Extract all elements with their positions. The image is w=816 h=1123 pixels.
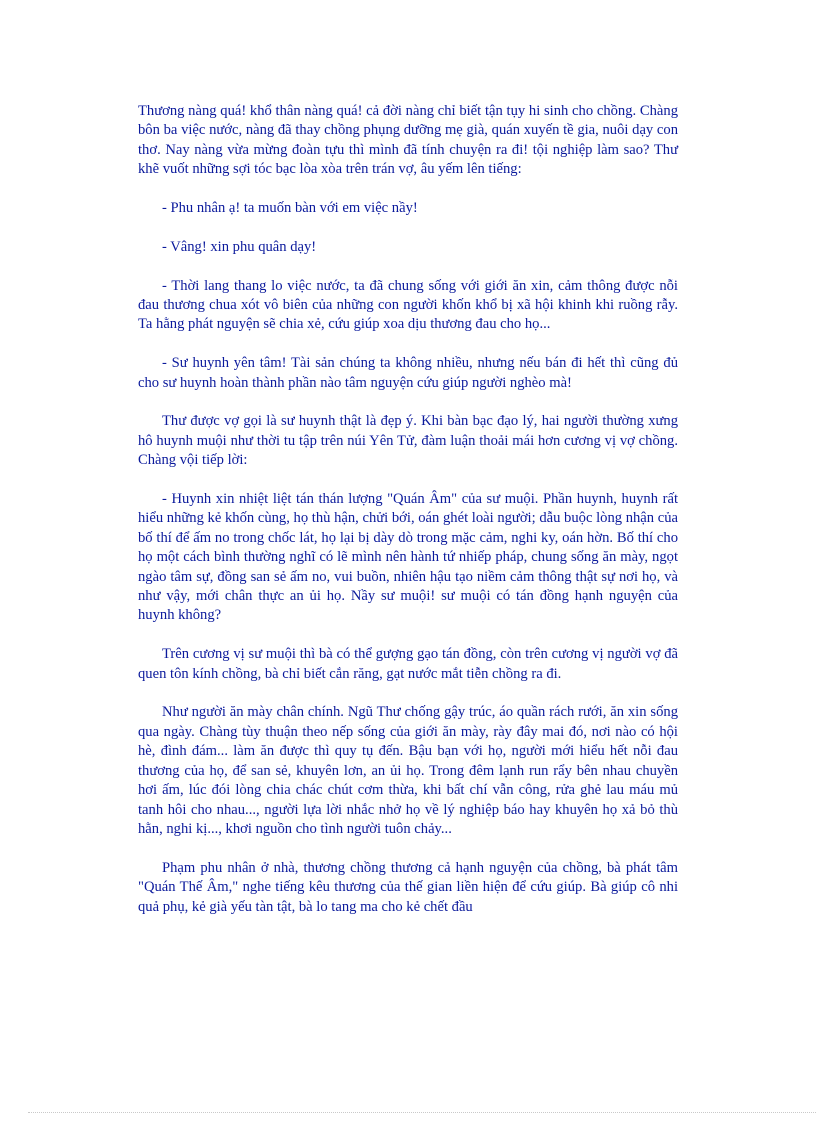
paragraph-3: Trên cương vị sư muội thì bà có thể gượng gạo tán đồng, còn trên cương vị người vợ đã quen tôn kính chồng, bà chỉ biết cắn răng, gạt nước mắt tiễn chồng ra đi. [138,646,678,682]
paragraph-2: Thư được vợ gọi là sư huynh thật là đẹp ý. Khi bàn bạc đạo lý, hai người thường xưng hô huynh muội như thời tu tập trên núi Yên Tử, đàm luận thoải mái hơn cương vị vợ chồng. Chàng vội tiếp lời: [138,413,678,469]
dialogue-line-1: - Phu nhân ạ! ta muốn bàn với em việc nầy! [162,200,418,217]
dialogue-line-4: - Sư huynh yên tâm! Tài sản chúng ta không nhiều, nhưng nếu bán đi hết thì cũng đủ cho sư huynh hoàn thành phần nào tâm nguyện cứu giúp người nghèo mà! [138,355,678,391]
paragraph-1: Thương nàng quá! khổ thân nàng quá! cả đời nàng chỉ biết tận tụy hi sinh cho chồng. Chàng bôn ba việc nước, nàng đã thay chồng phụng dưỡng mẹ già, quán xuyến tề gia, nuôi dạy con thơ. Nay nàng vừa mừng đoàn tựu thì mình đã tính chuyện ra đi! tội nghiệp làm sao? Thư khẽ vuốt những sợi tóc bạc lòa xòa trên trán vợ, âu yếm lên tiếng: [138,103,678,178]
paragraph-5: Phạm phu nhân ở nhà, thương chồng thương cả hạnh nguyện của chồng, bà phát tâm "Quán Thế Âm," nghe tiếng kêu thương của thế gian liền hiện để cứu giúp. Bà giúp cô nhi quả phụ, kẻ già yếu tàn tật, bà lo tang ma cho kẻ chết đầu [138,859,678,915]
paragraph-4: Như người ăn mày chân chính. Ngũ Thư chống gậy trúc, áo quần rách rưới, ăn xin sống qua ngày. Chàng tùy thuận theo nếp sống của giới ăn mày, rày đây mai đó, nơi nào có hội hè, đình đám... làm ăn được thì quy tụ đến. Bậu bạn với họ, người mới hiểu hết nỗi đau thương của họ, để san sẻ, khuyên lơn, an ủi họ. Trong đêm lạnh run rẩy bên nhau chuyền hơi ấm, lúc đói lòng chia chác chút cơm thừa, khi bất chí vẫn công, rửa ghẻ lau máu mủ tanh hôi cho nhau..., người lựa lời nhắc nhở họ về lý nghiệp báo hay khuyên họ xả bỏ thù hằn, nghi kị..., khơi nguồn cho tình người tuôn chảy... [138,704,678,837]
dialogue-line-3: - Thời lang thang lo việc nước, ta đã chung sống với giới ăn xin, cảm thông được nỗi đau thương chua xót vô biên của những con người khốn khổ bị xã hội khinh khi ruồng rẫy. Ta hằng phát nguyện sẽ chia xẻ, cứu giúp xoa dịu thương đau cho họ... [138,277,678,333]
document-body [138,102,678,917]
dialogue-line-5: - Huynh xin nhiệt liệt tán thán lượng "Quán Âm" của sư muội. Phần huynh, huynh rất hiểu những kẻ khốn cùng, họ thù hận, chửi bới, oán ghét loài người; dẫu buộc lòng nhận của bố thí để ấm no trong chốc lát, họ lại bị dày dò trong mặc cảm, nghi ky, oán hờn. Bố thí cho họ một cách bình thường nghĩ có lẽ mình nên hành tứ nhiếp pháp, chung sống ăn mày, ngọt ngào tâm sự, đồng san sẻ ấm no, vui buồn, nhiên hậu tạo niềm cảm thông thật sự nơi họ, và như vậy, mới chân thực an ủi họ. Nầy sư muội! sư muội có tán đồng hạnh nguyện của huynh không? [138,491,678,624]
dialogue-line-2: - Vâng! xin phu quân dạy! [162,238,317,255]
page-bottom-divider [28,1112,816,1113]
